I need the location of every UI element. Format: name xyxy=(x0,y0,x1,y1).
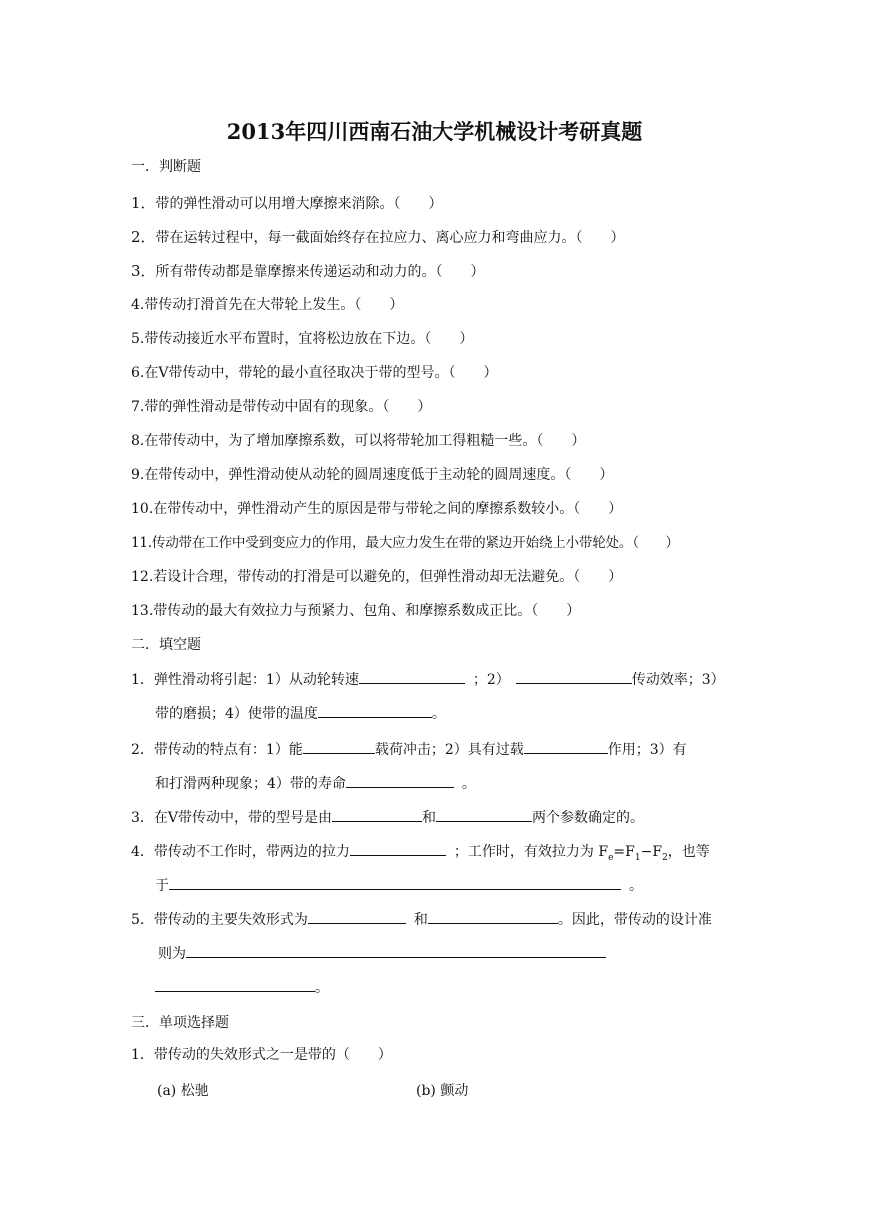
answer-blank xyxy=(332,808,422,822)
answer-blank xyxy=(308,910,406,924)
answer-blank xyxy=(436,808,532,822)
answer-blank xyxy=(359,670,465,684)
answer-blank xyxy=(155,978,315,992)
fill-item: 1．弹性滑动将引起：1）从动轮转速 ；2） 传动效率；3） xyxy=(131,672,725,688)
section-heading-judgment: 一．判断题 xyxy=(131,159,201,175)
fill-item: 4．带传动不工作时，带两边的拉力 ；工作时，有效拉力为 $F_e=F_1-F_2$，也等 xyxy=(131,844,710,863)
judgment-item: 3．所有带传动都是靠摩擦来传递运动和动力的。（ ） xyxy=(131,262,485,280)
fill-item: 2．带传动的特点有：1）能 载荷冲击；2）具有过载 作用；3）有 xyxy=(131,742,687,758)
answer-blank xyxy=(428,910,558,924)
fill-item: 3．在Ⅴ带传动中，带的型号是由 和 两个参数确定的。 xyxy=(131,810,645,826)
judgment-item: 11.传动带在工作中受到变应力的作用，最大应力发生在带的紧边开始绕上小带轮处。（ ） xyxy=(131,535,679,551)
fill-item-continued: 则为 xyxy=(158,944,606,963)
judgment-item: 4.带传动打滑首先在大带轮上发生。（ ） xyxy=(131,297,404,313)
fill-item-continued: 。 xyxy=(155,978,329,997)
fill-item: 5．带传动的主要失效形式为 和 。因此，带传动的设计准 xyxy=(131,912,712,928)
judgment-item: 7.带的弹性滑动是带传动中固有的现象。（ ） xyxy=(131,399,432,415)
judgment-item: 5.带传动接近水平布置时，宜将松边放在下边。（ ） xyxy=(131,331,474,347)
fill-item-continued: 带的磨损；4）使带的温度 。 xyxy=(155,706,446,722)
judgment-item: 13.带传动的最大有效拉力与预紧力、包角、和摩擦系数成正比。（ ） xyxy=(131,603,581,619)
judgment-item: 6.在Ⅴ带传动中，带轮的最小直径取决于带的型号。（ ） xyxy=(131,365,498,381)
answer-blank xyxy=(516,670,632,684)
answer-blank xyxy=(350,842,446,856)
page-title: 2013年四川西南石油大学机械设计考研真题 xyxy=(226,119,643,144)
choice-option-a: (a) 松驰 xyxy=(157,1083,209,1099)
section-heading-fill: 二．填空题 xyxy=(131,637,201,653)
answer-blank xyxy=(524,740,608,754)
answer-blank xyxy=(303,740,375,754)
fill-item-continued: 和打滑两种现象；4）带的寿命 。 xyxy=(155,776,476,792)
judgment-item: 12.若设计合理，带传动的打滑是可以避免的，但弹性滑动却无法避免。（ ） xyxy=(131,569,623,585)
choice-option-b: (b) 颤动 xyxy=(416,1083,469,1099)
judgment-item: 10.在带传动中，弹性滑动产生的原因是带与带轮之间的摩擦系数较小。（ ） xyxy=(131,501,623,517)
judgment-item: 1．带的弹性滑动可以用增大摩擦来消除。（ ） xyxy=(131,194,443,212)
choice-question: 1．带传动的失效形式之一是带的（ ） xyxy=(131,1047,392,1063)
judgment-item: 8.在带传动中，为了增加摩擦系数，可以将带轮加工得粗糙一些。（ ） xyxy=(131,433,586,449)
section-heading-choice: 三．单项选择题 xyxy=(131,1015,229,1031)
judgment-item: 9.在带传动中，弹性滑动使从动轮的圆周速度低于主动轮的圆周速度。（ ） xyxy=(131,467,614,483)
answer-blank xyxy=(169,876,621,890)
fill-item-continued: 于 。 xyxy=(155,878,643,894)
judgment-item: 2．带在运转过程中，每一截面始终存在拉应力、离心应力和弯曲应力。（ ） xyxy=(131,228,625,246)
answer-blank xyxy=(186,944,606,958)
answer-blank xyxy=(346,774,454,788)
answer-blank xyxy=(318,704,432,718)
